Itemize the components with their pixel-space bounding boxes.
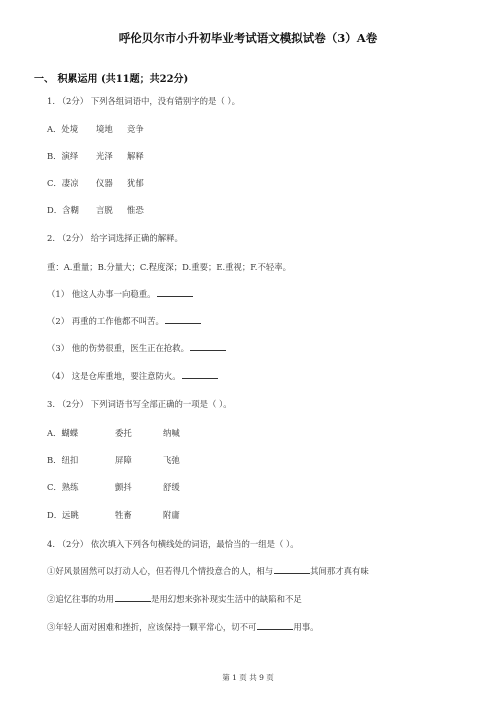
q2-item-4 [47, 370, 218, 382]
q2-item-3 [47, 342, 226, 354]
q4-sentence-3-b: 用事。 [293, 622, 319, 632]
q2-item-4-text: （4） 这是仓库重地，要注意防火。 [47, 371, 181, 381]
q4-sentence-3-a: ③年轻人面对困难和挫折，应该保持一颗平常心，切不可 [47, 622, 257, 632]
q4-sentence-2-b: 是用幻想来弥补现实生活中的缺陷和不足 [151, 594, 302, 604]
q1-option-d-3: 惟恐 [127, 205, 144, 215]
q4-sentence-3 [47, 621, 319, 633]
q1-option-c-1: C．凄凉 [47, 178, 79, 188]
q3-option-d-2: 牲畜 [115, 510, 132, 520]
q3-option-c-3: 舒缓 [163, 482, 180, 492]
section-heading: 一、 积累运用 (共11题；共22分) [34, 74, 189, 85]
question-1-stem: 1. （2分） 下列各组词语中，没有错别字的是（ ）。 [47, 96, 240, 106]
q1-option-d-1: D．含糊 [47, 205, 79, 215]
question-2-stem: 2. （2分） 给字词选择正确的解释。 [47, 233, 183, 243]
q1-option-c-2: 仪器 [96, 178, 113, 188]
answer-blank[interactable] [257, 621, 293, 630]
page-title: 呼伦贝尔市小升初毕业考试语文模拟试卷（3）A卷 [118, 31, 378, 45]
q3-option-a-2: 委托 [115, 428, 132, 438]
answer-blank[interactable] [274, 565, 310, 574]
page-footer: 第 1 页 共 9 页 [222, 673, 274, 682]
q1-option-b-1: B．演绎 [47, 151, 79, 161]
q2-item-2-text: （2） 再重的工作他都不叫苦。 [47, 316, 164, 326]
q1-option-a-1: A．处境 [47, 124, 79, 134]
answer-blank[interactable] [115, 593, 151, 602]
q2-item-1 [47, 288, 193, 300]
q2-item-2 [47, 315, 201, 327]
q2-item-3-text: （3） 他的伤势很重，医生正在抢救。 [47, 343, 189, 353]
q4-sentence-1 [47, 565, 369, 577]
q1-option-a-3: 竞争 [127, 124, 144, 134]
q3-option-d-1: D．远眺 [47, 510, 79, 520]
q3-option-d-3: 附庸 [163, 510, 180, 520]
answer-blank[interactable] [165, 315, 201, 324]
q1-option-a-2: 境地 [96, 124, 113, 134]
q4-sentence-1-a: ①好风景固然可以打动人心，但若得几个情投意合的人，相与 [47, 566, 274, 576]
q1-option-c-3: 犹郁 [127, 178, 144, 188]
q1-option-d-2: 言脱 [96, 205, 113, 215]
q3-option-a-3: 纳喊 [163, 428, 180, 438]
answer-blank[interactable] [182, 370, 218, 379]
q2-definitions: 重：A.重量；B.分量大；C.程度深；D.重要；E.重视；F.不轻率。 [47, 262, 291, 272]
q1-option-b-3: 解释 [127, 151, 144, 161]
q3-option-c-1: C．熟练 [47, 482, 79, 492]
q3-option-a-1: A．蝴蝶 [47, 428, 79, 438]
q3-option-c-2: 颤抖 [115, 482, 132, 492]
q2-item-1-text: （1） 他这人办事一向稳重。 [47, 289, 156, 299]
q4-sentence-1-b: 其间那才真有味 [310, 566, 369, 576]
q4-sentence-2 [47, 593, 302, 605]
q4-sentence-2-a: ②追忆往事的功用 [47, 594, 114, 604]
q1-option-b-2: 光泽 [96, 151, 113, 161]
q3-option-b-2: 屏障 [115, 455, 132, 465]
question-4-stem: 4. （2分） 依次填入下列各句横线处的词语，最恰当的一组是（ ）。 [47, 539, 299, 549]
answer-blank[interactable] [190, 342, 226, 351]
answer-blank[interactable] [157, 288, 193, 297]
q3-option-b-3: 飞弛 [163, 455, 180, 465]
question-3-stem: 3. （2分） 下列词语书写全部正确的一项是（ ）。 [47, 399, 232, 409]
q3-option-b-1: B．纽扣 [47, 455, 79, 465]
